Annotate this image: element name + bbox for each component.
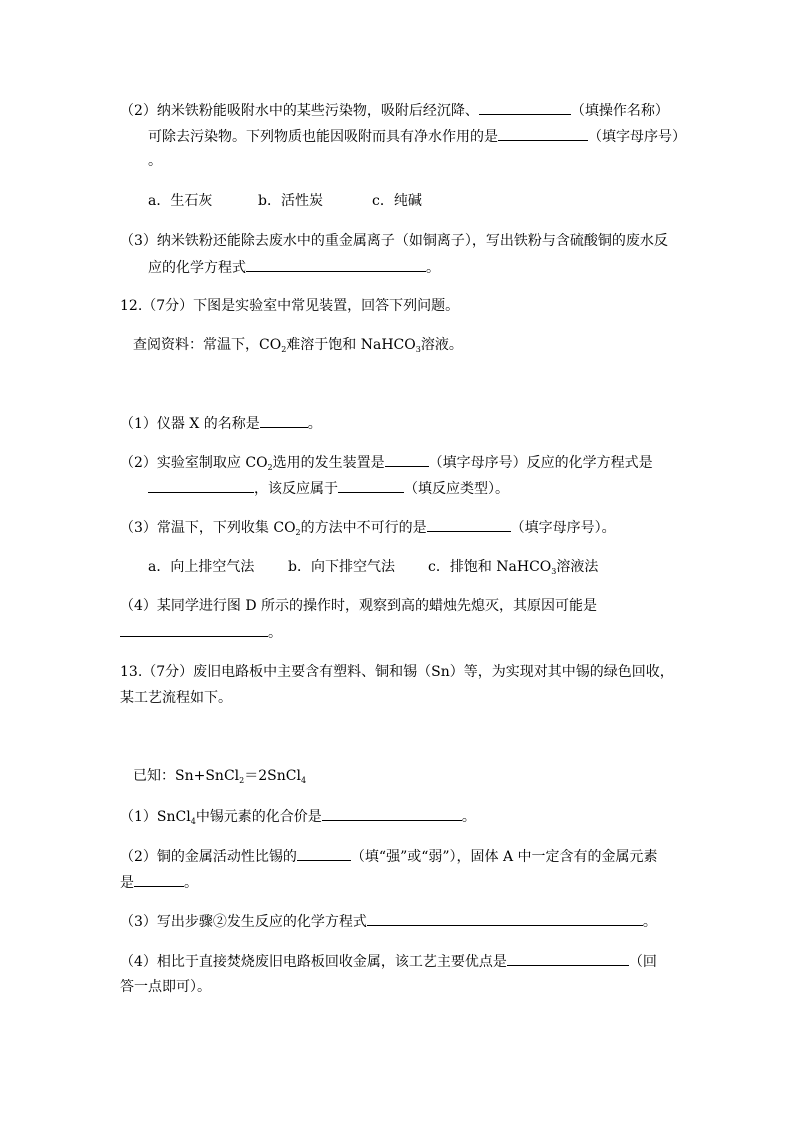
q12-p1: （1）仪器 X 的名称是 。 (120, 416, 322, 432)
q13-stem-line1: 13.（7分）废旧电路板中主要含有塑料、铜和锡（Sn）等，为实现对其中锡的绿色回收， (120, 664, 674, 680)
q12-option-b: b．向下排空气法 (288, 559, 395, 575)
answer-blank[interactable] (120, 623, 268, 637)
answer-blank[interactable] (498, 127, 588, 141)
q12-p4-line1: （4）某同学进行图 D 所示的操作时，观察到高的蜡烛先熄灭，其原因可能是 (120, 598, 598, 614)
q12-p3: （3）常温下，下列收集 $CO_2$的方法中不可行的是 （填字母序号）。 (120, 520, 616, 537)
q12-p2-line1: （2）实验室制取应 $CO_2$选用的发生装置是 （填字母序号）反应的化学方程式是 (120, 455, 653, 472)
q13-p4-line1: （4）相比于直接焚烧废旧电路板回收金属，该工艺主要优点是 （回 (120, 954, 657, 970)
q12-note: 查阅资料：常温下，$CO_2$难溶于饱和 NaHCO$_3$溶液。 (133, 337, 463, 354)
answer-blank[interactable] (385, 453, 429, 467)
q13-p3: （3）写出步骤②发生反应的化学方程式 。 (120, 914, 657, 930)
q12-option-c: c．排饱和 NaHCO$_3$溶液法 (428, 559, 599, 576)
q11-p2-option-a: a．生石灰 (148, 193, 213, 209)
q13-known: 已知：Sn+SnCl$_2$＝2SnCl$_4$ (133, 768, 307, 785)
q13-p2-line1: （2）铜的金属活动性比锡的 （填“强”或“弱”），固体 A 中一定含有的金属元素 (120, 849, 658, 865)
answer-blank[interactable] (338, 479, 404, 493)
q13-p2-line2: 是 。 (120, 875, 198, 891)
q11-p2-line2: 可除去污染物。下列物质也能因吸附而具有净水作用的是 （填字母序号） (148, 129, 686, 145)
q12-p4-line2: 。 (120, 623, 282, 642)
q13-p4-line2: 答一点即可）。 (120, 979, 211, 995)
answer-blank[interactable] (297, 847, 351, 861)
q11-p3-line1: （3）纳米铁粉还能除去废水中的重金属离子（如铜离子），写出铁粉与含硫酸铜的废水反 (120, 233, 668, 249)
q11-p2-option-c: c．纯碱 (372, 193, 422, 209)
q13-stem-line2: 某工艺流程如下。 (120, 690, 232, 706)
q11-p2-line1: （2）纳米铁粉能吸附水中的某些污染物，吸附后经沉降、 （填操作名称） (120, 103, 669, 119)
answer-blank[interactable] (479, 101, 571, 115)
q11-p2-option-b: b．活性炭 (258, 193, 323, 209)
answer-blank[interactable] (367, 912, 643, 926)
q11-p3-line2: 应的化学方程式 。 (148, 260, 440, 276)
answer-blank[interactable] (148, 479, 254, 493)
q13-p1: （1）SnCl$_4$中锡元素的化合价是 。 (120, 809, 476, 826)
q12-stem: 12.（7分）下图是实验室中常见装置，回答下列问题。 (120, 298, 460, 314)
q11-p2-line3: 。 (148, 153, 162, 169)
answer-blank[interactable] (507, 952, 629, 966)
answer-blank[interactable] (260, 414, 308, 428)
answer-blank[interactable] (134, 873, 184, 887)
answer-blank[interactable] (246, 258, 426, 272)
answer-blank[interactable] (322, 807, 462, 821)
answer-blank[interactable] (427, 518, 511, 532)
q12-option-a: a．向上排空气法 (148, 559, 255, 575)
q12-p2-line2: ，该反应属于 （填反应类型）。 (148, 479, 509, 498)
